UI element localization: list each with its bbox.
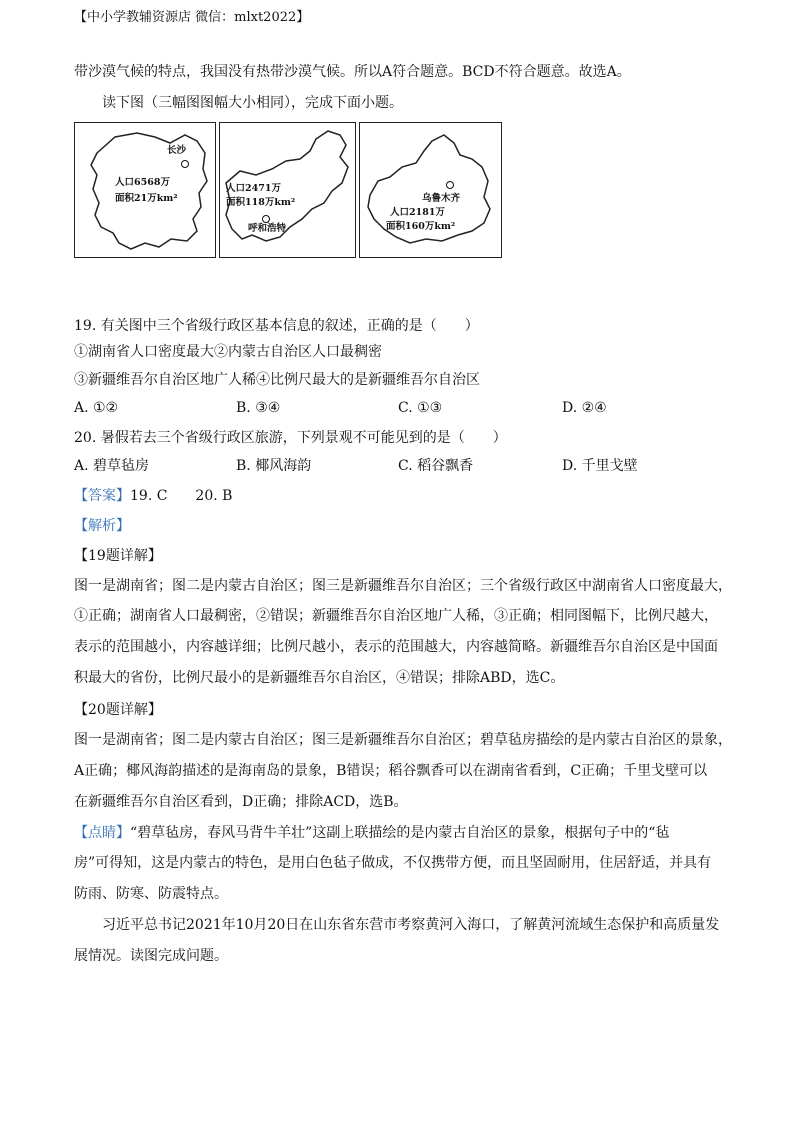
- answer-values: 19. C 20. B: [130, 488, 233, 504]
- hunan-outline: [75, 123, 217, 259]
- closing-line: 展情况。读图完成问题。: [74, 948, 228, 964]
- tip-text: “碧草毡房，春风马背牛羊壮”这副上联描绘的是内蒙古自治区的景象，根据句子中的“毡: [130, 825, 670, 841]
- q19-detail-line: 表示的范围越小，内容越详细；比例尺越小，表示的范围越大，内容越简略。新疆维吾尔自治区是中国面: [74, 639, 718, 655]
- tip-line: 房”可得知，这是内蒙古的特色，是用白色毡子做成，不仅携带方便，而且坚固耐用，住居舒适，并具有: [74, 855, 712, 871]
- xinjiang-population: 人口2181万: [390, 207, 445, 218]
- q20-detail-line: A正确；椰风海韵描述的是海南岛的景象，B错误；稻谷飘香可以在湖南省看到，C正确；千里戈壁可以: [74, 763, 708, 779]
- hunan-area: 面积21万km²: [115, 193, 178, 204]
- xinjiang-map: [359, 122, 502, 258]
- q19-statement-1: ①湖南省人口密度最大②内蒙古自治区人口最稠密: [74, 344, 382, 360]
- q19-option-d: D. ②④: [562, 400, 607, 416]
- answer-label: 【答案】: [74, 488, 130, 504]
- q19-detail-line: 积最大的省份，比例尺最小的是新疆维吾尔自治区，④错误；排除ABD，选C。: [74, 670, 565, 686]
- xinjiang-outline: [360, 123, 503, 259]
- hohhot-label: 呼和浩特: [248, 223, 287, 234]
- q20-option-c: C. 稻谷飘香: [398, 458, 474, 474]
- q19-option-a: A. ①②: [74, 400, 119, 416]
- tip-label: 【点睛】: [74, 825, 130, 841]
- hunan-population: 人口6568万: [115, 177, 170, 188]
- reading-prompt: 读下图（三幅图图幅大小相同），完成下面小题。: [102, 95, 403, 111]
- q20-stem: 20. 暑假若去三个省级行政区旅游，下列景观不可能见到的是（ ）: [74, 430, 507, 446]
- changsha-dot: [181, 160, 189, 168]
- q20-detail-line: 图一是湖南省；图二是内蒙古自治区；图三是新疆维吾尔自治区；碧草毡房描绘的是内蒙古自治区的景象，: [74, 732, 732, 748]
- q19-stem: 19. 有关图中三个省级行政区基本信息的叙述，正确的是（ ）: [74, 318, 479, 334]
- q20-option-b: B. 椰风海韵: [236, 458, 312, 474]
- inner-mongolia-area: 面积118万km²: [226, 197, 296, 208]
- intro-text: 带沙漠气候的特点，我国没有热带沙漠气候。所以A符合题意。BCD不符合题意。故选A。: [74, 64, 631, 80]
- hunan-map: [74, 122, 216, 258]
- q20-detail-line: 在新疆维吾尔自治区看到，D正确；排除ACD，选B。: [74, 794, 408, 810]
- q20-option-a: A. 碧草毡房: [74, 458, 150, 474]
- inner-mongolia-population: 人口2471万: [226, 183, 281, 194]
- hohhot-dot: [262, 215, 270, 223]
- q20-option-d: D. 千里戈壁: [562, 458, 638, 474]
- tip-line-1: [74, 823, 669, 843]
- q19-detail-label: 【19题详解】: [74, 548, 162, 564]
- inner-mongolia-map: [219, 122, 356, 258]
- page-header: 【中小学教辅资源店 微信：mlxt2022】: [74, 10, 310, 25]
- answer-line: [74, 486, 232, 506]
- q19-detail-line: ①正确；湖南省人口最稠密，②错误；新疆维吾尔自治区地广人稀，③正确；相同图幅下，比例尺越大，: [74, 608, 718, 624]
- changsha-label: 长沙: [167, 145, 187, 156]
- q19-detail-line: 图一是湖南省；图二是内蒙古自治区；图三是新疆维吾尔自治区；三个省级行政区中湖南省人口密度最大，: [74, 578, 732, 594]
- q19-statement-2: ③新疆维吾尔自治区地广人稀④比例尺最大的是新疆维吾尔自治区: [74, 372, 480, 388]
- urumqi-dot: [446, 181, 454, 189]
- xinjiang-area: 面积160万km²: [386, 221, 456, 232]
- q19-option-b: B. ③④: [236, 400, 281, 416]
- tip-line: 防雨、防寒、防震特点。: [74, 886, 228, 902]
- q20-detail-label: 【20题详解】: [74, 702, 162, 718]
- urumqi-label: 乌鲁木齐: [422, 193, 461, 204]
- closing-line: 习近平总书记2021年10月20日在山东省东营市考察黄河入海口，了解黄河流域生态保护和高质量发: [102, 917, 720, 933]
- analysis-label: 【解析】: [74, 518, 130, 534]
- q19-option-c: C. ①③: [398, 400, 443, 416]
- province-maps: [74, 122, 504, 260]
